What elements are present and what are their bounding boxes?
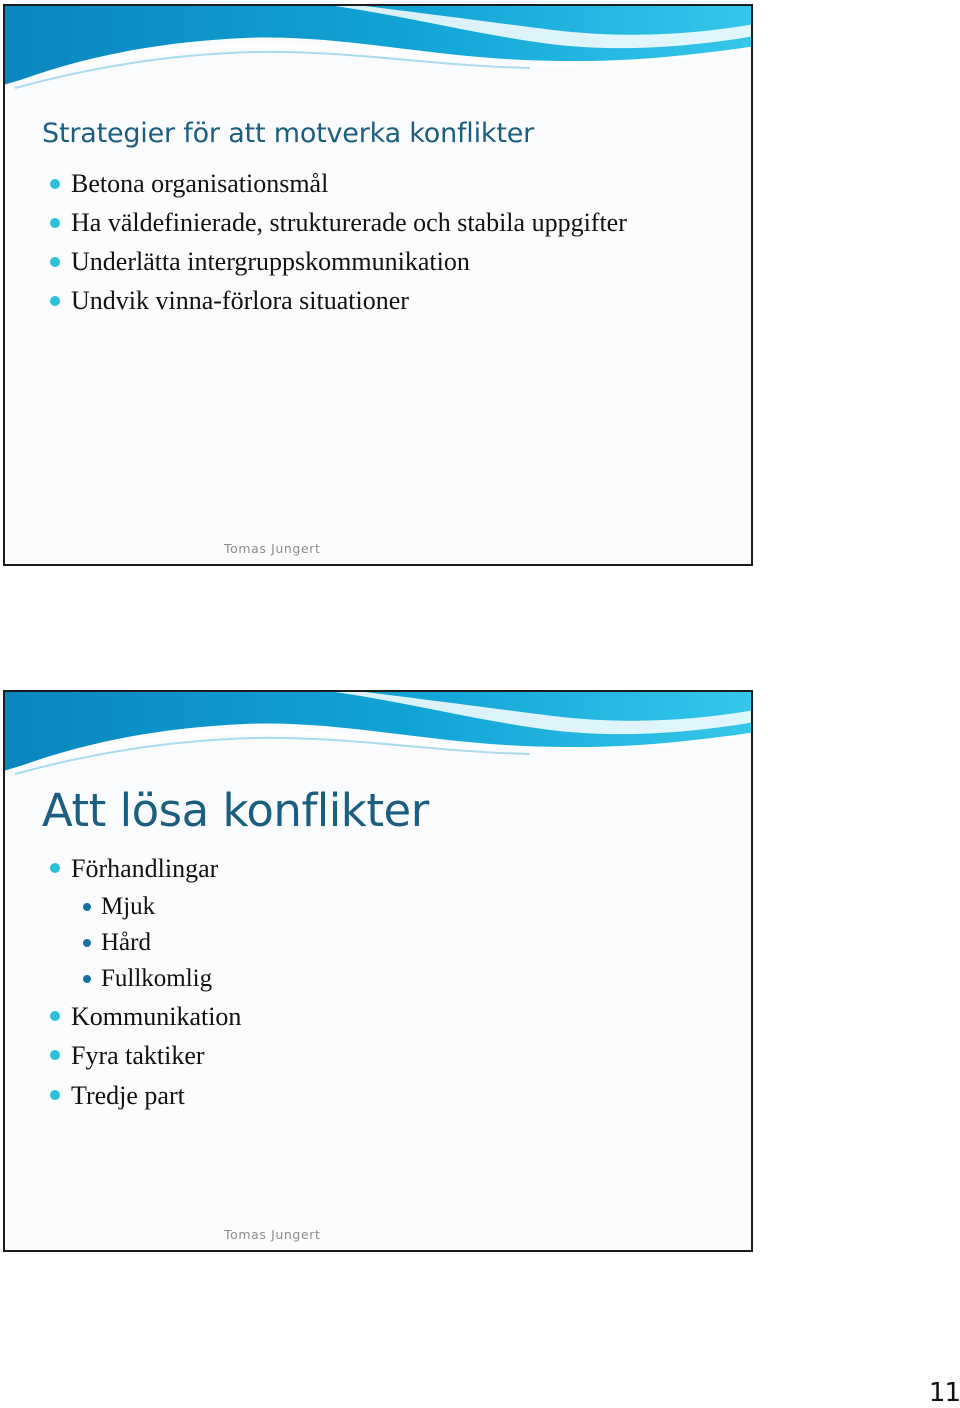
bullet-text: Underlätta intergruppskommunikation: [71, 247, 470, 276]
bullet-text: Mjuk: [101, 892, 156, 920]
sub-bullet-dot-icon: [83, 939, 91, 947]
bullet-item: [5, 998, 241, 1038]
bullet-text: Betona organisationsmål: [71, 169, 329, 198]
bullet-text: Kommunikation: [71, 1001, 242, 1031]
bullet-item: [5, 205, 627, 244]
bullet-text: Tredje part: [71, 1080, 185, 1110]
bullet-item: [5, 1037, 241, 1077]
bullet-text: Fullkomlig: [101, 964, 213, 992]
bullet-dot-icon: [50, 257, 60, 267]
sub-bullet-dot-icon: [83, 903, 91, 911]
slide-footer: Tomas Jungert: [224, 1227, 321, 1242]
bullet-dot-icon: [50, 1050, 60, 1060]
bullet-text: Undvik vinna-förlora situationer: [71, 286, 409, 315]
bullet-text: Fyra taktiker: [71, 1041, 205, 1070]
bullet-dot-icon: [50, 1090, 60, 1100]
slide-title: Strategier för att motverka konflikter: [42, 118, 535, 149]
bullet-item: [5, 166, 627, 205]
slide-footer: Tomas Jungert: [224, 541, 321, 556]
bullet-item: [5, 244, 627, 283]
bullet-dot-icon: [50, 863, 60, 873]
bullet-dot-icon: [50, 296, 60, 306]
bullet-list: [5, 850, 241, 1116]
bullet-text: Förhandlingar: [71, 854, 219, 883]
sub-bullet-item: [5, 890, 241, 926]
slide-1: [3, 4, 753, 566]
bullet-item: [5, 1077, 241, 1117]
wave-header-graphic: [5, 692, 753, 782]
bullet-item: [5, 850, 241, 890]
page-number: 11: [928, 1378, 960, 1408]
wave-header-graphic: [5, 6, 753, 96]
sub-bullet-item: [5, 962, 241, 998]
bullet-dot-icon: [50, 1011, 60, 1021]
slide-2: [3, 690, 753, 1252]
bullet-text: Ha väldefinierade, strukturerade och stabila uppgifter: [71, 208, 627, 237]
slide-title: Att lösa konflikter: [42, 784, 429, 837]
bullet-dot-icon: [50, 179, 60, 189]
bullet-text: Hård: [101, 928, 151, 956]
bullet-list: [5, 166, 627, 322]
sub-bullet-dot-icon: [83, 975, 91, 983]
bullet-item: [5, 283, 627, 322]
sub-bullet-item: [5, 926, 241, 962]
bullet-dot-icon: [50, 218, 60, 228]
